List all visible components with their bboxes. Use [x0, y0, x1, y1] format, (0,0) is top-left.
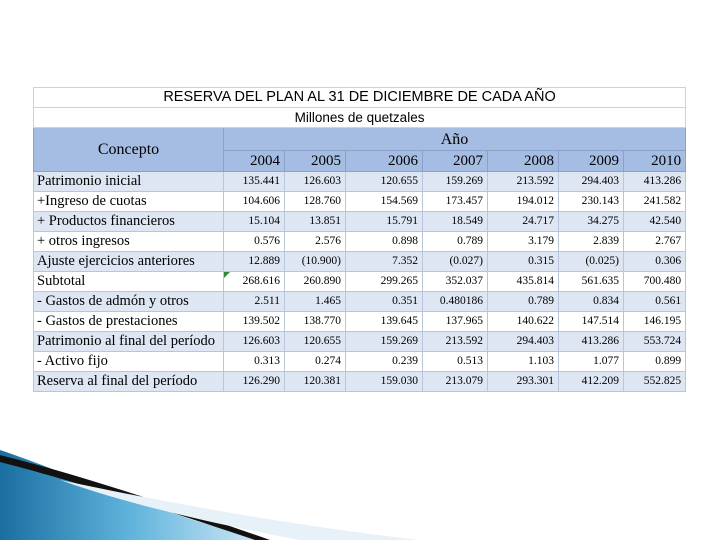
- value-cell: 0.313: [224, 352, 285, 372]
- value-cell: 34.275: [559, 212, 624, 232]
- value-cell: 140.622: [488, 312, 559, 332]
- value-cell: 0.561: [624, 292, 686, 312]
- table-row: [34, 172, 686, 192]
- value-cell: 213.592: [423, 332, 488, 352]
- value-cell: 412.209: [559, 372, 624, 392]
- year-header-cell: 2008: [488, 151, 559, 172]
- value-cell: 0.789: [423, 232, 488, 252]
- value-cell: 2.576: [285, 232, 346, 252]
- value-cell: 13.851: [285, 212, 346, 232]
- reserve-table: [33, 87, 686, 392]
- value-cell: 0.789: [488, 292, 559, 312]
- value-cell: 268.616: [224, 272, 285, 292]
- year-header-cell: 2006: [346, 151, 423, 172]
- value-cell: 139.645: [346, 312, 423, 332]
- row-label: Patrimonio inicial: [34, 172, 224, 192]
- value-cell: 2.511: [224, 292, 285, 312]
- row-label: + Productos financieros: [34, 212, 224, 232]
- value-cell: 18.549: [423, 212, 488, 232]
- value-cell: 413.286: [624, 172, 686, 192]
- value-cell: 154.569: [346, 192, 423, 212]
- table-row: [34, 292, 686, 312]
- value-cell: 15.104: [224, 212, 285, 232]
- table-row: [34, 372, 686, 392]
- value-cell: 700.480: [624, 272, 686, 292]
- value-cell: (10.900): [285, 252, 346, 272]
- value-cell: (0.027): [423, 252, 488, 272]
- value-cell: 139.502: [224, 312, 285, 332]
- table-row: [34, 232, 686, 252]
- table-row: [34, 352, 686, 372]
- value-cell: 126.290: [224, 372, 285, 392]
- value-cell: 0.834: [559, 292, 624, 312]
- value-cell: 294.403: [559, 172, 624, 192]
- value-cell: 213.079: [423, 372, 488, 392]
- value-cell: 0.899: [624, 352, 686, 372]
- decorative-swoosh: [0, 450, 720, 540]
- value-cell: 293.301: [488, 372, 559, 392]
- value-cell: (0.025): [559, 252, 624, 272]
- value-cell: 147.514: [559, 312, 624, 332]
- row-label: Ajuste ejercicios anteriores: [34, 252, 224, 272]
- table-row: [34, 212, 686, 232]
- value-cell: 552.825: [624, 372, 686, 392]
- table-row: [34, 192, 686, 212]
- row-label: - Gastos de prestaciones: [34, 312, 224, 332]
- row-label: Reserva al final del período: [34, 372, 224, 392]
- value-cell: 0.274: [285, 352, 346, 372]
- value-cell: 413.286: [559, 332, 624, 352]
- value-cell: 0.239: [346, 352, 423, 372]
- value-cell: 553.724: [624, 332, 686, 352]
- value-cell: 0.315: [488, 252, 559, 272]
- value-cell: 2.839: [559, 232, 624, 252]
- value-cell: 0.351: [346, 292, 423, 312]
- table-row: [34, 312, 686, 332]
- concept-header: Concepto: [34, 128, 224, 172]
- value-cell: 159.030: [346, 372, 423, 392]
- value-cell: 15.791: [346, 212, 423, 232]
- value-cell: 0.513: [423, 352, 488, 372]
- value-cell: 42.540: [624, 212, 686, 232]
- table-row: [34, 252, 686, 272]
- row-label: + otros ingresos: [34, 232, 224, 252]
- value-cell: 0.576: [224, 232, 285, 252]
- year-header-cell: 2007: [423, 151, 488, 172]
- value-cell: 435.814: [488, 272, 559, 292]
- value-cell: 120.655: [285, 332, 346, 352]
- value-cell: 0.306: [624, 252, 686, 272]
- value-cell: 137.965: [423, 312, 488, 332]
- value-cell: 159.269: [346, 332, 423, 352]
- table-row: [34, 332, 686, 352]
- value-cell: 2.767: [624, 232, 686, 252]
- row-label: Patrimonio al final del período: [34, 332, 224, 352]
- row-label: Subtotal: [34, 272, 224, 292]
- value-cell: 1.103: [488, 352, 559, 372]
- table-row: [34, 272, 686, 292]
- value-cell: 7.352: [346, 252, 423, 272]
- value-cell: 241.582: [624, 192, 686, 212]
- value-cell: 138.770: [285, 312, 346, 332]
- value-cell: 0.898: [346, 232, 423, 252]
- value-cell: 126.603: [224, 332, 285, 352]
- row-label: - Gastos de admón y otros: [34, 292, 224, 312]
- value-cell: 146.195: [624, 312, 686, 332]
- value-cell: 120.381: [285, 372, 346, 392]
- table-subtitle: Millones de quetzales: [34, 108, 686, 128]
- year-header-cell: 2004: [224, 151, 285, 172]
- value-cell: 1.465: [285, 292, 346, 312]
- value-cell: 159.269: [423, 172, 488, 192]
- value-cell: 3.179: [488, 232, 559, 252]
- value-cell: 12.889: [224, 252, 285, 272]
- year-header-cell: 2010: [624, 151, 686, 172]
- value-cell: 104.606: [224, 192, 285, 212]
- year-header-cell: 2005: [285, 151, 346, 172]
- row-label: +Ingreso de cuotas: [34, 192, 224, 212]
- value-cell: 173.457: [423, 192, 488, 212]
- value-cell: 120.655: [346, 172, 423, 192]
- value-cell: 561.635: [559, 272, 624, 292]
- value-cell: 260.890: [285, 272, 346, 292]
- value-cell: 126.603: [285, 172, 346, 192]
- value-cell: 0.480186: [423, 292, 488, 312]
- value-cell: 352.037: [423, 272, 488, 292]
- value-cell: 299.265: [346, 272, 423, 292]
- value-cell: 230.143: [559, 192, 624, 212]
- value-cell: 24.717: [488, 212, 559, 232]
- value-cell: 294.403: [488, 332, 559, 352]
- value-cell: 213.592: [488, 172, 559, 192]
- cell-marker-icon: [224, 272, 230, 278]
- row-label: - Activo fijo: [34, 352, 224, 372]
- value-cell: 1.077: [559, 352, 624, 372]
- table-title: RESERVA DEL PLAN AL 31 DE DICIEMBRE DE CADA AÑO: [34, 88, 686, 108]
- value-cell: 194.012: [488, 192, 559, 212]
- year-header-cell: 2009: [559, 151, 624, 172]
- value-cell: 135.441: [224, 172, 285, 192]
- value-cell: 128.760: [285, 192, 346, 212]
- year-header: Año: [224, 128, 686, 151]
